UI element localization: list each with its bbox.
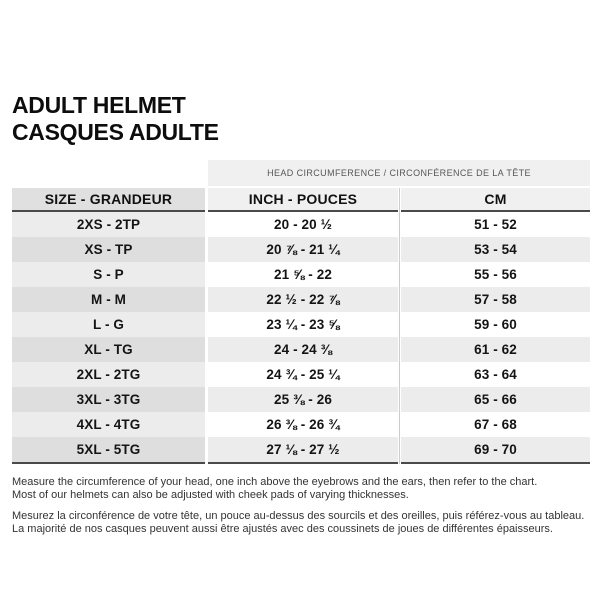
table-row: [12, 437, 590, 464]
page-title: [12, 92, 219, 146]
table-row: [12, 362, 590, 387]
cm-cell: 57 - 58: [401, 287, 590, 312]
column-header-inch: INCH - POUCES: [208, 188, 398, 212]
size-cell: 2XL - 2TG: [12, 362, 205, 387]
inch-cell: 22 ½ - 22 ⅞: [208, 287, 398, 312]
table-row: [12, 237, 590, 262]
size-cell: 2XS - 2TP: [12, 212, 205, 237]
cm-cell: 61 - 62: [401, 337, 590, 362]
banner-spacer: [12, 160, 205, 186]
cm-cell: 63 - 64: [401, 362, 590, 387]
inch-cell: 24 ¾ - 25 ¼: [208, 362, 398, 387]
cm-cell: 53 - 54: [401, 237, 590, 262]
footer-note-fr-line2: La majorité de nos casques peuvent aussi être ajustés avec des coussinets de joues de différentes épaisseurs.: [12, 522, 553, 535]
head-circumference-banner: HEAD CIRCUMFERENCE / CIRCONFÉRENCE DE LA TÊTE: [208, 160, 590, 186]
inch-cell: 23 ¼ - 23 ⅝: [208, 312, 398, 337]
table-row: [12, 412, 590, 437]
cm-cell: 69 - 70: [401, 437, 590, 464]
inch-cell: 20 ⅞ - 21 ¼: [208, 237, 398, 262]
table-row: [12, 387, 590, 412]
footer-note-fr-line1: Mesurez la circonférence de votre tête, un pouce au-dessus des sourcils et des oreilles, puis référez-vous au tableau.: [12, 510, 585, 522]
table-row: [12, 212, 590, 237]
page-title-en: ADULT HELMET: [12, 92, 186, 118]
footer-note-en-line2: Most of our helmets can also be adjusted with cheek pads of varying thicknesses.: [12, 488, 409, 501]
page-title-fr: CASQUES ADULTE: [12, 119, 219, 145]
table-row: [12, 337, 590, 362]
cm-cell: 55 - 56: [401, 262, 590, 287]
table-header-row: [12, 188, 590, 212]
table-row: [12, 312, 590, 337]
inch-cell: 24 - 24 ⅜: [208, 337, 398, 362]
cm-cell: 67 - 68: [401, 412, 590, 437]
footer-note-en-line1: Measure the circumference of your head, one inch above the eyebrows and the ears, then refer to the chart.: [12, 476, 538, 488]
size-cell: 3XL - 3TG: [12, 387, 205, 412]
table-row: [12, 287, 590, 312]
column-header-size: SIZE - GRANDEUR: [12, 188, 205, 212]
table-row: [12, 262, 590, 287]
cm-cell: 65 - 66: [401, 387, 590, 412]
footer-notes: [12, 476, 590, 535]
table-body: [12, 212, 590, 464]
size-chart-table: [12, 160, 590, 464]
inch-cell: 26 ⅜ - 26 ¾: [208, 412, 398, 437]
size-cell: XS - TP: [12, 237, 205, 262]
size-cell: 5XL - 5TG: [12, 437, 205, 464]
size-cell: XL - TG: [12, 337, 205, 362]
column-header-cm: CM: [401, 188, 590, 212]
footer-note-fr: [12, 510, 590, 535]
size-cell: L - G: [12, 312, 205, 337]
footer-note-en: [12, 476, 590, 501]
cm-cell: 51 - 52: [401, 212, 590, 237]
size-cell: S - P: [12, 262, 205, 287]
inch-cell: 20 - 20 ½: [208, 212, 398, 237]
banner-row: [12, 160, 590, 186]
size-cell: M - M: [12, 287, 205, 312]
inch-cell: 21 ⅝ - 22: [208, 262, 398, 287]
inch-cell: 27 ⅛ - 27 ½: [208, 437, 398, 464]
inch-cell: 25 ⅜ - 26: [208, 387, 398, 412]
size-cell: 4XL - 4TG: [12, 412, 205, 437]
cm-cell: 59 - 60: [401, 312, 590, 337]
